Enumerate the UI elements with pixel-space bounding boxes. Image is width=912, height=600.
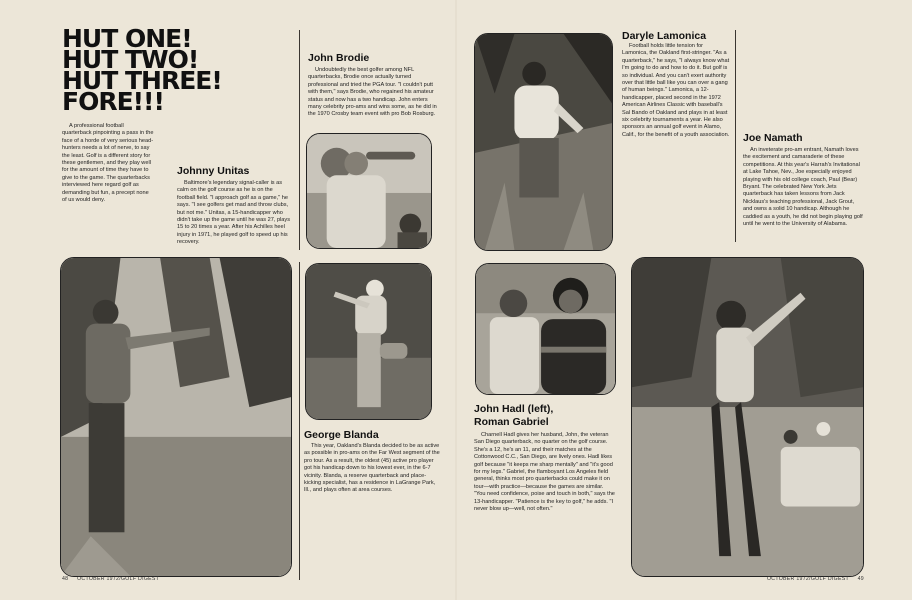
headline-line: HUT ONE! xyxy=(62,24,192,53)
blanda-heading: George Blanda xyxy=(304,429,379,441)
headline-line: FORE!!! xyxy=(62,87,164,116)
unitas-photo xyxy=(60,257,292,577)
folio-right-text: OCTOBER 1972/GOLF DIGEST xyxy=(766,576,849,582)
unitas-heading: Johnny Unitas xyxy=(177,165,250,177)
column-rule xyxy=(735,30,736,242)
intro-paragraph: A professional football quarterback pinpointing a pass in the face of a horde of very serious head-hunters needs a lot of nerve, to say the least. Golf is a different story for these gentlemen, and they play well for the amount of time they have to give to the game. The quarterbacks interviewed here regard golf as demanding but fun, a precept none of us would deny. xyxy=(62,123,154,204)
brodie-heading: John Brodie xyxy=(308,52,370,64)
folio-right xyxy=(767,576,864,582)
folio-left-text: OCTOBER 1972/GOLF DIGEST xyxy=(77,576,160,582)
column-rule xyxy=(299,262,300,580)
lamonica-photo xyxy=(474,33,613,251)
hadl-heading-line2: Roman Gabriel xyxy=(474,416,549,428)
brodie-text: Undoubtedly the best golfer among NFL quarterbacks, Brodie once actually turned professional and tried the PGA tour. "I couldn't putt with them," says Brodie, who regained his amateur status and now has a two handicap. John enters many celebrity pro-ams and wins some, as he did in the 1970 Crosby team event with pro Bob Rosburg. xyxy=(308,67,437,118)
hadl-heading-line1: John Hadl (left), xyxy=(474,403,554,415)
lamonica-heading: Daryle Lamonica xyxy=(622,30,707,42)
headline xyxy=(62,24,282,116)
namath-photo xyxy=(631,257,864,577)
headline-line: HUT TWO! xyxy=(62,45,199,74)
column-rule xyxy=(299,30,300,250)
unitas-text: Baltimore's legendary signal-caller is as calm on the golf course as he is on the football field. "I approach golf as a game," he says. "I see golfers get mad and throw clubs, but not me." Unitas, a 15-handicapper who didn't take up the game until he was 27, plays 15 to 20 times a year. After his Achilles heel injury in 1971, he played golf to speed up his recovery. xyxy=(177,180,291,246)
namath-heading: Joe Namath xyxy=(743,132,803,144)
blanda-photo xyxy=(305,263,432,420)
hadl-gabriel-photo xyxy=(475,263,616,395)
page-number-left: 48 xyxy=(62,576,69,582)
page-number-right: 49 xyxy=(857,576,864,582)
folio-left xyxy=(62,576,159,582)
headline-line: HUT THREE! xyxy=(62,66,222,95)
page-gutter xyxy=(455,0,457,600)
lamonica-text: Football holds little tension for Lamonica, the Oakland first-stringer. "As a quarterback," he says, "I always know what I'm going to do and how to do it. But golf is so individual. And you can't exert authority over that little ball like you can over a gang of human beings." Lamonica, a 12-handicapper, placed second in the 1972 American Airlines Classic with baseball's Sal Bando of Oakland and plays in at least six celebrity tournaments a year. He also sponsors an annual golf event in Alamo, Calif., for the benefit of a youth association. xyxy=(622,43,730,138)
hadl-text: Charnell Hadl gives her husband, John, the veteran San Diego quarterback, no quarter on the golf course. She's a 12, he's an 11, and their matches at the Cottonwood C.C., San Diego, are lively ones. Hadl likes golf because "it keeps me sharp mentally" and "it's good for my legs." Gabriel, the flamboyant Los Angeles field general, thinks most pro quarterbacks could make it on tour—with practice—because the games are similar. "You need confidence, poise and touch in both," says the 13-handicapper. "Patience is the key to golf," he adds. "I never blow up—well, not often." xyxy=(474,432,615,513)
namath-text: An inveterate pro-am entrant, Namath loves the excitement and camaraderie of these competitions. At this year's Harrah's Invitational at Lake Tahoe, Nev., Joe especially enjoyed playing with his old college coach, Paul (Bear) Bryant. The celebrated New York Jets quarterback has taken lessons from Jack Nicklaus's teaching professional, Jack Grout, and owns a solid 10 handicap. Although he caddied as a youth, he did not begin playing golf until he went to the University of Alabama. xyxy=(743,147,863,228)
brodie-photo xyxy=(306,133,432,249)
blanda-text: This year, Oakland's Blanda decided to be as active as possible in pro-ams on the Far West segment of the pro tour. As a result, the oldest (45) active pro player got his handicap down to his lowest ever, in the 6-7 vicinity. Blanda, a reserve quarterback and place-kicking specialist, has a residence in LaGrange Park, Ill., and plays often at area courses. xyxy=(304,443,440,494)
